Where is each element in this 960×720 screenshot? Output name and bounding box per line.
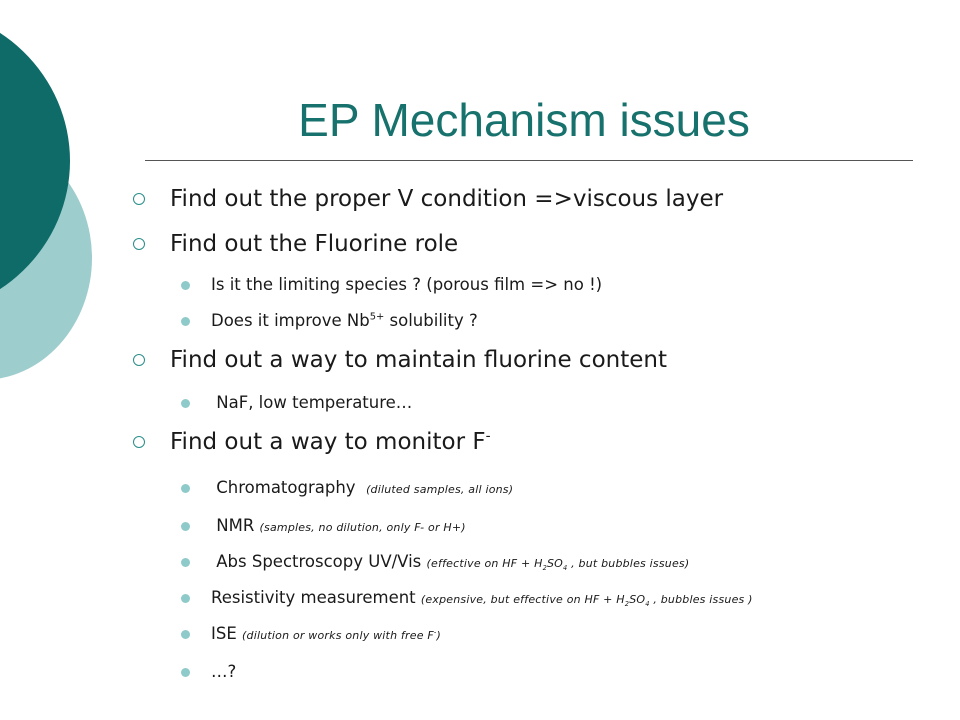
sub-bullet-text: Resistivity measurement (expensive, but effective on HF + $H_2SO_4$ , bubbles issues ) <box>211 588 753 609</box>
bullet-text: Find out the Fluorine role <box>170 231 459 257</box>
filled-dot-bullet-icon <box>181 317 190 326</box>
sub-bullet-text: Does it improve $Nb^{5+}$ solubility ? <box>211 311 478 330</box>
bullet-text: Find out the proper V condition =>viscous layer <box>170 186 724 212</box>
hollow-circle-bullet-icon <box>133 193 145 205</box>
hollow-circle-bullet-icon <box>133 436 145 448</box>
slide-title: EP Mechanism issues <box>298 94 750 146</box>
hollow-circle-bullet-icon <box>133 238 145 250</box>
sub-bullet-text: NMR (samples, no dilution, only F- or H+) <box>211 516 466 535</box>
filled-dot-bullet-icon <box>181 281 190 290</box>
filled-dot-bullet-icon <box>181 484 190 493</box>
sub-bullet-text: Is it the limiting species ? (porous film => no !) <box>211 275 603 294</box>
sub-bullet-text: Abs Spectroscopy UV/Vis (effective on HF + $H_2SO_4$ , but bubbles issues) <box>211 552 690 573</box>
sub-bullet-text: …? <box>211 662 237 681</box>
sub-bullet-text: Chromatography (diluted samples, all ions) <box>211 478 514 497</box>
bullet-text: Find out a way to monitor F- <box>170 428 491 455</box>
title-divider <box>145 160 913 161</box>
sub-bullet-text: ISE (dilution or works only with free F-) <box>211 624 441 643</box>
filled-dot-bullet-icon <box>181 399 190 408</box>
bullet-text: Find out a way to maintain fluorine content <box>170 347 667 373</box>
filled-dot-bullet-icon <box>181 630 190 639</box>
filled-dot-bullet-icon <box>181 522 190 531</box>
filled-dot-bullet-icon <box>181 668 190 677</box>
hollow-circle-bullet-icon <box>133 354 145 366</box>
filled-dot-bullet-icon <box>181 558 190 567</box>
filled-dot-bullet-icon <box>181 594 190 603</box>
sub-bullet-text: NaF, low temperature… <box>211 393 413 412</box>
